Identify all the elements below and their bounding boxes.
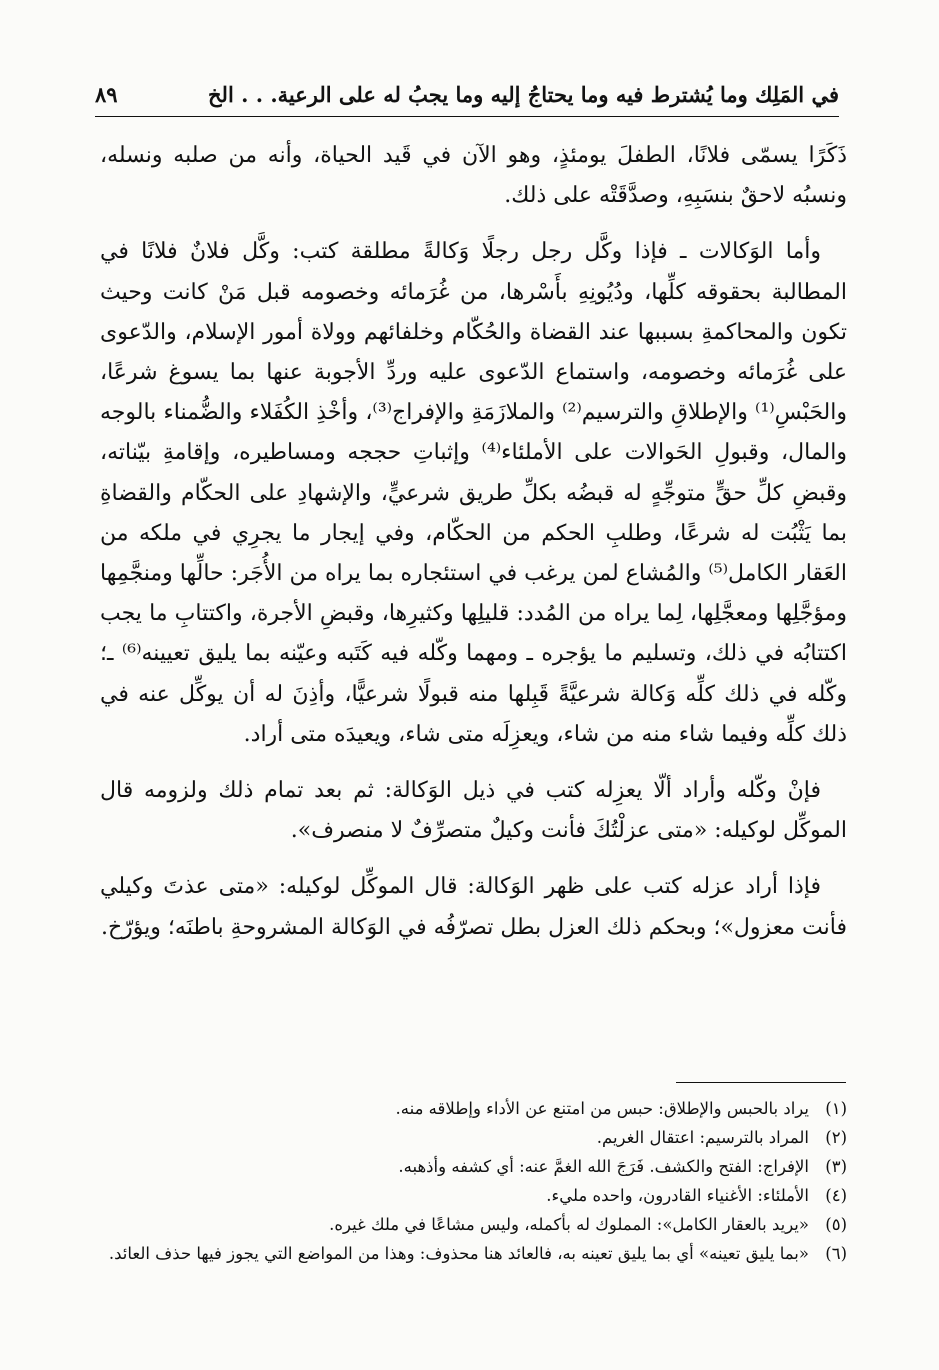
- footnote-text: الأملئاء: الأغنياء القادرون، واحده مليء.: [546, 1186, 809, 1205]
- footnote-number: (٥): [825, 1215, 847, 1234]
- paragraph: فإنْ وكّله وأراد ألّا يعزِله كتب في ذيل الوَكالة: ثم بعد تمام ذلك ولزومه قال الموكِّل لوكيله: «متى عزلْتُكَ فأنت وكيلٌ متصرِّفٌ لا منصرف».: [100, 778, 847, 844]
- footnote-text: يراد بالحبس والإطلاق: حبس من امتنع عن الأداء وإطلاقه منه.: [395, 1099, 809, 1118]
- footnote-number: (٦): [825, 1244, 847, 1263]
- paragraph: ذَكَرًا يسمّى فلانًا، الطفلَ يومئذٍ، وهو الآن في قَيد الحياة، وأنه من صلبه ونسله، ونسبُه لاحقٌ بنسَبِهِ، وصدَّقَتْه على ذلك.: [100, 143, 847, 209]
- footnote-number: (٤): [825, 1186, 847, 1205]
- footnote: [100, 1152, 847, 1181]
- page-number: ٨٩: [95, 82, 118, 107]
- footnote: [100, 1239, 847, 1268]
- main-text: [100, 136, 847, 964]
- footnote: [100, 1181, 847, 1210]
- paragraph: وأما الوَكالات ـ فإذا وكَّل رجل رجلًا وَكالةً مطلقة كتب: وكَّل فلانٌ فلانًا في المطالبة بحقوقه كلِّها، ودُيُونِهِ بأَسْرها، من غُرَمائه وخصومه قبل مَنْ كانت وحيث تكون والمحاكمةِ بسببها عند القضاة والحُكّام وخلفائهم وولاة أمور الإسلام، والدّعوى على غُرَمائه وخصومه، واستماع الدّعوى عليه وردِّ الأجوبة عنها بما يسوغ شرعًا، والحَبْسِ⁽¹⁾ والإطلاقِ والترسيم⁽²⁾ والملازَمَةِ والإفراج⁽³⁾، وأخْذِ الكُفَلاء والضُّمناء بالوجه والمال، وقبولِ الحَوالات على الأملئاء⁽⁴⁾ وإثباتِ حججه ومساطيره، وإقامةِ بيّناته، وقبضِ كلِّ حقٍّ متوجِّهٍ له قبضُه بكلِّ طريق شرعيٍّ، والإشهادِ على الحكّام والقضاةِ بما يَثْبُت له شرعًا، وطلبِ الحكم من الحكّام، وفي إيجار ما يجرِي في ملكه من العَقار الكامل⁽⁵⁾ والمُشاع لمن يرغب في استئجاره بما يراه من الأُجَر: حالِّها ومنجَّمِها ومؤجَّلِها ومعجَّلِها، لِما يراه من المُدد: قليلِها وكثيرِها، وقبضِ الأجرة، واكتتابِ ما يجب اكتتابُه في ذلك، وتسليم ما يؤجره ـ ومهما وكّله فيه كَتَبه وعيّنه بما يليق تعيينه⁽⁶⁾ ـ؛ وكّله في ذلك كلِّه وَكالة شرعيَّةً قَبِلها منه قبولًا شرعيًّا، وأذِنَ له أن يوكِّل عنه في ذلك كلِّه وفيما شاء منه من شاء، ويعزِلَه متى شاء، ويعيدَه متى أراد.: [100, 239, 847, 747]
- footnote-text: المراد بالترسيم: اعتقال الغريم.: [596, 1128, 809, 1147]
- footnote-number: (٣): [825, 1157, 847, 1176]
- footnote-text: «بما يليق تعينه» أي بما يليق تعينه به، فالعائد هنا محذوف: وهذا من المواضع التي يجوز فيها حذف العائد.: [108, 1244, 809, 1263]
- footnote-number: (١): [825, 1099, 847, 1118]
- paragraph: فإذا أراد عزله كتب على ظهر الوَكالة: قال الموكِّل لوكيله: «متى عذتَ وكيلي فأنت معزول»؛ وبحكم ذلك العزل بطل تصرّفُه في الوَكالة المشروحةِ باطنَه؛ ويؤرّخ.: [100, 874, 847, 940]
- footnote-text: «يريد بالعقار الكامل»: المملوك له بأكمله، وليس مشاعًا في ملك غيره.: [329, 1215, 809, 1234]
- footnotes: [100, 1094, 847, 1268]
- footnote-number: (٢): [825, 1128, 847, 1147]
- footnote-separator: [676, 1082, 846, 1083]
- footnote-text: الإفراج: الفتح والكشف. فَرَجَ الله الغمَّ عنه: أي كشفه وأذهبه.: [398, 1157, 809, 1176]
- footnote: [100, 1094, 847, 1123]
- footnote: [100, 1123, 847, 1152]
- footnote: [100, 1210, 847, 1239]
- running-title: في المَلِك وما يُشترط فيه وما يحتاجُ إليه وما يجبُ له على الرعية. . . الخ: [207, 82, 839, 107]
- page-header: [95, 78, 839, 117]
